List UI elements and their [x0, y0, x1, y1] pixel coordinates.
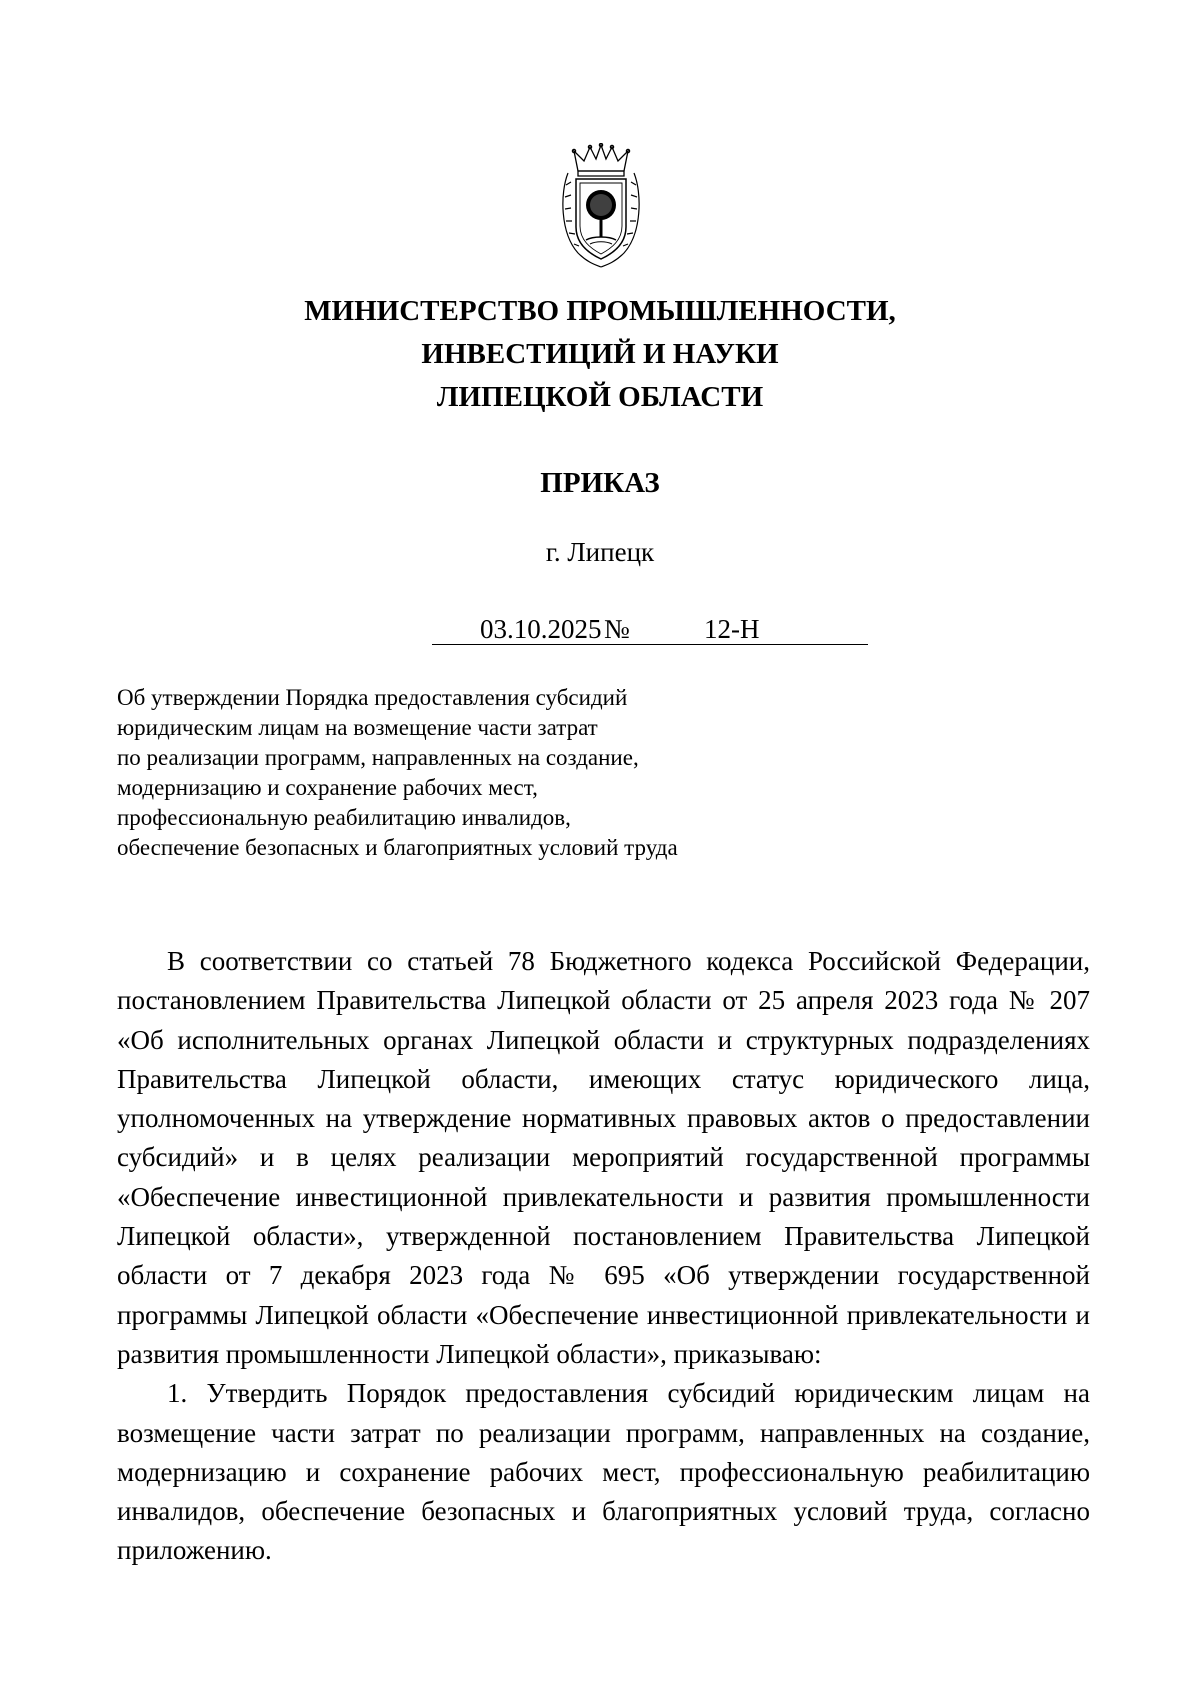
crown-icon	[572, 143, 629, 176]
ministry-line: ЛИПЕЦКОЙ ОБЛАСТИ	[436, 381, 764, 413]
document-number: 12-Н	[704, 614, 760, 644]
subject-line: по реализации программ, направленных на создание,	[117, 745, 639, 770]
ministry-name	[0, 290, 1200, 419]
underline-rule	[432, 644, 868, 645]
number-sign: №	[604, 614, 630, 644]
date-number-line	[432, 612, 868, 646]
subject-line: Об утверждении Порядка предоставления субсидий	[117, 685, 628, 710]
document-type-title: ПРИКАЗ	[540, 467, 660, 499]
ministry-line: МИНИСТЕРСТВО ПРОМЫШЛЕННОСТИ,	[304, 295, 896, 327]
subject-line: юридическим лицам на возмещение части затрат	[117, 715, 598, 740]
preamble-paragraph: В соответствии со статьей 78 Бюджетного кодекса Российской Федерации, постановлением Правительства Липецкой области от 25 апреля 2023 года № 207 «Об исполнительных органах Липецкой области и структурных подразделениях Правительства Липецкой области, имеющих статус юридического лица, уполномоченных на утверждение нормативных правовых актов о предоставлении субсидий» и в целях реализации мероприятий государственной программы «Обеспечение инвестиционной привлекательности и развития промышленности Липецкой области», утвержденной постановлением Правительства Липецкой области от 7 декабря 2023 года № 695 «Об утверждении государственной программы Липецкой области «Обеспечение инвестиционной привлекательности и развития промышленности Липецкой области», приказываю:	[117, 946, 1090, 1369]
document-date: 03.10.2025	[480, 614, 602, 644]
subject-line: модернизацию и сохранение рабочих мест,	[117, 775, 538, 800]
city-line: г. Липецк	[545, 537, 655, 567]
subject-line: профессиональную реабилитацию инвалидов,	[117, 805, 571, 830]
document-body	[117, 942, 1090, 1571]
ministry-line: ИНВЕСТИЦИЙ И НАУКИ	[421, 338, 779, 370]
subject-line: обеспечение безопасных и благоприятных условий труда	[117, 835, 678, 860]
document-subject	[117, 683, 817, 863]
linden-tree-icon	[586, 190, 616, 244]
clause-1-paragraph: 1. Утвердить Порядок предоставления субсидий юридическим лицам на возмещение части затрат по реализации программ, направленных на создание, модернизацию и сохранение рабочих мест, профессиональную реабилитацию инвалидов, обеспечение безопасных и благоприятных условий труда, согласно приложению.	[117, 1378, 1090, 1566]
coat-of-arms-emblem	[560, 143, 642, 269]
